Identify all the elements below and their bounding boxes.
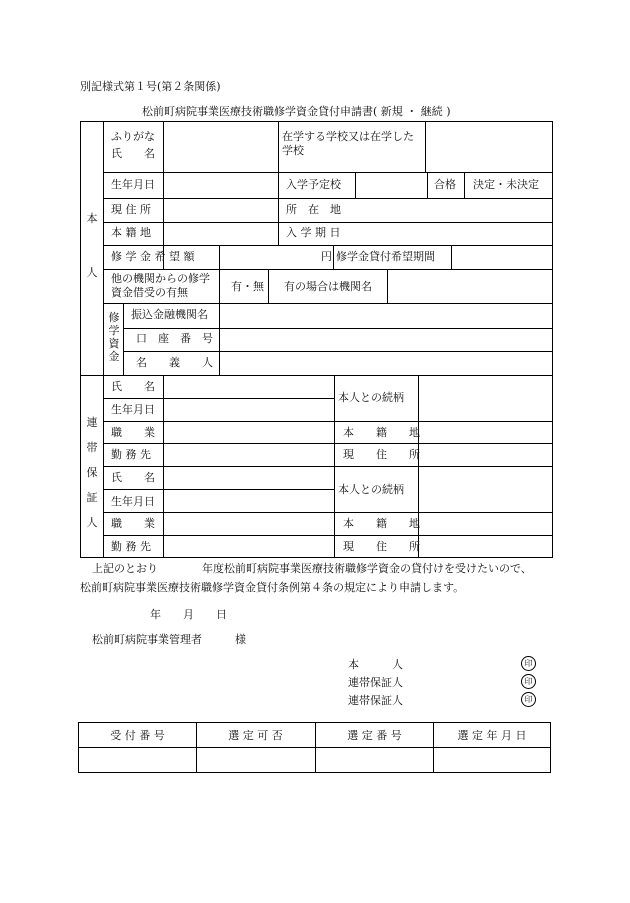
guarantor2-birthdate-field[interactable] [164,490,333,511]
address-field[interactable] [164,199,277,221]
furigana-name-field[interactable] [164,123,277,171]
domicile-label: 本 籍 地 [111,226,151,239]
other-agency-field[interactable] [388,270,551,302]
guarantor1-name-label: 氏 名 [111,380,155,393]
guarantor2-name-label: 氏 名 [111,471,155,484]
seal-icon: 印 [521,674,536,689]
guarantor1-name-field[interactable] [164,376,333,397]
if-yes-label: 有の場合は機関名 [284,280,372,293]
statement-line-1: 上記のとおり 年度松前町病院事業医療技術職修学資金の貸付けを受けたいので、 [92,562,532,575]
date-line: 年 月 日 [150,608,227,621]
furigana-label: ふりがな [111,130,155,143]
guarantor2-relation-field[interactable] [419,467,551,511]
yes-no-option[interactable]: 有・無 [231,280,264,293]
guarantor2-birthdate-label: 生年月日 [111,495,155,508]
guarantor2-workplace-label: 勤 務 先 [111,540,151,553]
signature-guarantor2-label: 連帯保証人 [348,694,403,707]
domicile-field[interactable] [164,223,277,244]
guarantor1-relation-field[interactable] [419,376,551,420]
guarantor1-occupation-label: 職 業 [111,426,155,439]
selection-result-field[interactable] [197,748,314,772]
birthdate-label: 生年月日 [111,178,155,191]
selection-number-field[interactable] [316,748,433,772]
guarantor1-address-label: 現 住 所 [343,448,420,461]
guarantor1-birthdate-field[interactable] [164,399,333,420]
desired-amount-field[interactable] [220,246,320,268]
applicant-section-label: 本 人 [86,212,98,279]
pass-label: 合格 [434,178,456,191]
address-label: 現 住 所 [111,203,151,216]
guarantor2-workplace-field[interactable] [164,536,333,556]
decided-label[interactable]: 決定・未決定 [473,178,539,191]
desired-amount-label: 修 学 金 希 望 額 [111,250,195,263]
application-table [80,121,553,558]
bank-field[interactable] [220,304,551,327]
selection-date-field[interactable] [434,748,550,772]
guarantor1-address-field[interactable] [419,444,551,465]
guarantor1-domicile-label: 本 籍 地 [343,426,420,439]
selection-number-header: 選 定 番 号 [347,729,402,742]
receipt-number-header: 受 付 番 号 [110,729,165,742]
signature-self-label: 本 人 [348,658,403,671]
office-use-table [78,722,551,773]
selection-result-header: 選 定 可 否 [228,729,283,742]
entry-school-label: 入学予定校 [286,178,341,191]
other-loans-label: 他の機関からの修学資金借受の有無 [111,272,210,300]
seal-icon: 印 [521,692,536,707]
applicant-name-label: 氏 名 [111,147,155,160]
school-label: 在学する学校又は在学した学校 [282,130,414,158]
signature-guarantor1-label: 連帯保証人 [348,676,403,689]
guarantor2-domicile-label: 本 籍 地 [343,517,420,530]
birthdate-field[interactable] [164,173,277,197]
seal-icon: 印 [521,656,536,671]
bank-label: 振込金融機関名 [131,308,208,321]
location-label: 所 在 地 [286,203,341,216]
entry-school-field[interactable] [356,173,426,197]
guarantor2-name-field[interactable] [164,467,333,488]
entry-term-field[interactable] [356,223,551,244]
scholarship-subsection-label: 修 学 資 金 [108,311,120,363]
guarantor1-domicile-field[interactable] [419,422,551,442]
form-title: 松前町病院事業医療技術職修学資金貸付申請書( 新規 ・ 継続 ) [142,105,451,118]
guarantor1-relation-label: 本人との続柄 [338,391,404,404]
guarantor2-relation-label: 本人との続柄 [338,483,404,496]
addressee: 松前町病院事業管理者 様 [92,633,246,646]
desired-period-field[interactable] [452,246,551,268]
holder-label: 名 義 人 [136,356,213,369]
form-number: 別記様式第１号(第２条関係) [80,80,221,93]
guarantor2-address-field[interactable] [419,536,551,556]
guarantor2-occupation-label: 職 業 [111,517,155,530]
account-label: 口 座 番 号 [136,332,213,345]
desired-period-label: 修学金貸付希望期間 [336,250,435,263]
guarantor1-workplace-field[interactable] [164,444,333,465]
guarantor2-occupation-field[interactable] [164,513,333,534]
account-field[interactable] [220,329,551,350]
guarantor1-occupation-field[interactable] [164,422,333,442]
yen-label: 円 [321,250,332,263]
guarantor1-workplace-label: 勤 務 先 [111,448,151,461]
location-field[interactable] [356,199,551,221]
guarantor1-birthdate-label: 生年月日 [111,403,155,416]
holder-field[interactable] [220,352,551,374]
guarantor-section-label: 連 帯 保 証 人 [86,416,98,529]
guarantor2-address-label: 現 住 所 [343,540,420,553]
selection-date-header: 選 定 年 月 日 [457,729,527,742]
entry-term-label: 入 学 期 日 [286,226,341,239]
guarantor2-domicile-field[interactable] [419,513,551,534]
school-field[interactable] [426,123,551,171]
receipt-number-field[interactable] [79,748,196,772]
statement-line-2: 松前町病院事業医療技術職修学資金貸付条例第４条の規定により申請します。 [80,581,465,594]
